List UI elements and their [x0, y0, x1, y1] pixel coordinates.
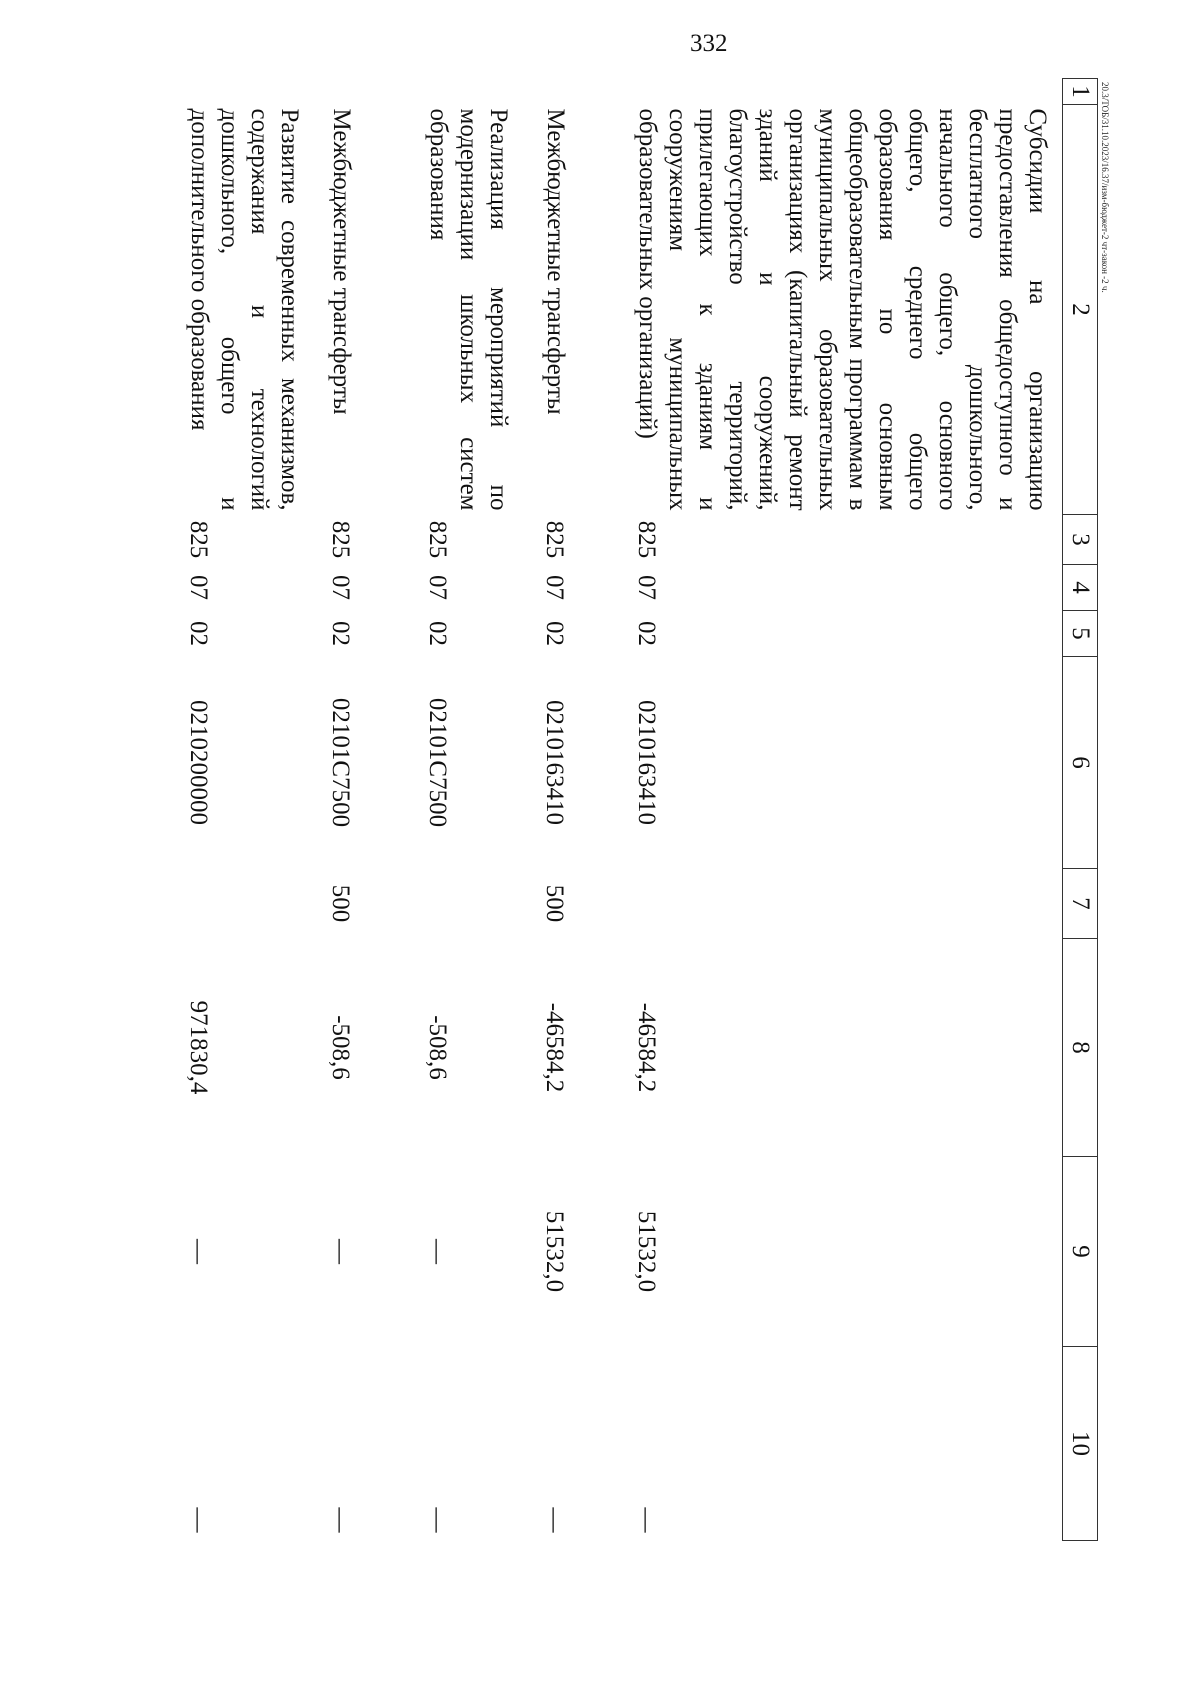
cell-expense-type [182, 869, 324, 939]
page-number: 332 [690, 30, 728, 57]
cell-target-code: 0210200000 [185, 700, 212, 825]
cell-expense-type [421, 869, 538, 939]
header-cell: 5 [1063, 611, 1098, 657]
cell-amount-2: 51532,0 [541, 1210, 568, 1293]
cell-amount-3: — [185, 1507, 212, 1533]
header-cell: 1 [1063, 79, 1098, 105]
cell-grbs: 825 [327, 520, 354, 559]
cell-section: 07 [633, 575, 660, 600]
header-cell: 10 [1063, 1347, 1098, 1541]
cell-expense-type [630, 869, 1063, 939]
cell-amount: -508,6 [327, 1015, 354, 1080]
row-number-cell [324, 79, 421, 105]
cell-subsection: 02 [541, 621, 568, 646]
cell-amount-3: — [633, 1507, 660, 1533]
header-cell: 2 [1063, 105, 1098, 515]
cell-grbs: 825 [541, 520, 568, 559]
row-number-cell [630, 79, 1063, 105]
row-name: Развитие современных механизмов, содержания и технологий дошкольного, общего и дополнительного образования [186, 108, 303, 511]
row-number-cell [182, 79, 324, 105]
cell-target-code: 02101С7500 [424, 697, 451, 828]
cell-expense-type: 500 [327, 884, 354, 923]
cell-target-code: 0210163410 [541, 700, 568, 825]
row-number-cell [421, 79, 538, 105]
table-row [630, 79, 1063, 1541]
table-row [324, 79, 421, 1541]
cell-subsection: 02 [327, 621, 354, 646]
cell-amount: -46584,2 [633, 1002, 660, 1093]
document-footer: 20.3/ТОБ/31.10.2023/16.37/изм-бюджет-2 чт-закон -2 ч. [1100, 82, 1110, 293]
table-row [421, 79, 538, 1541]
header-cell: 4 [1063, 565, 1098, 611]
cell-subsection: 02 [185, 621, 212, 646]
table-row [182, 79, 324, 1541]
cell-section: 07 [185, 575, 212, 600]
cell-grbs: 825 [424, 520, 451, 559]
cell-amount: -508,6 [424, 1015, 451, 1080]
cell-grbs: 825 [185, 520, 212, 559]
row-name: Межбюджетные трансферты [328, 108, 355, 415]
header-cell: 8 [1063, 939, 1098, 1157]
cell-amount-3: — [424, 1507, 451, 1533]
cell-expense-type: 500 [541, 884, 568, 923]
row-name: Субсидии на организацию предоставления общедоступного и бесплатного дошкольного, начального общего, основного общего, среднего общего образования по основным общеобразовательным программам в муниципальных образовательных организациях (капитальный ремонт зданий и сооружений, благоустройство территорий, прилегающих к зданиям и сооружениям муниципальных образовательных организаций) [634, 108, 1051, 511]
header-cell: 9 [1063, 1157, 1098, 1347]
cell-amount-2: — [327, 1239, 354, 1264]
cell-target-code: 0210163410 [633, 700, 660, 825]
header-cell: 7 [1063, 869, 1098, 939]
cell-subsection: 02 [633, 621, 660, 646]
cell-amount-2: 51532,0 [633, 1210, 660, 1293]
row-number-cell [538, 79, 630, 105]
table-row [538, 79, 630, 1541]
cell-amount: -46584,2 [541, 1002, 568, 1093]
cell-subsection: 02 [424, 621, 451, 646]
budget-table-container [178, 78, 1098, 1540]
cell-section: 07 [541, 575, 568, 600]
cell-amount-3: — [327, 1507, 354, 1533]
cell-amount-3: — [541, 1507, 568, 1533]
cell-amount-2: — [424, 1239, 451, 1264]
header-cell: 6 [1063, 657, 1098, 869]
row-name: Реализация мероприятий по модернизации школьных систем образования [425, 108, 512, 511]
cell-grbs: 825 [633, 520, 660, 559]
header-row [1063, 79, 1098, 1541]
cell-section: 07 [327, 575, 354, 600]
row-name: Межбюджетные трансферты [542, 108, 569, 415]
header-cell: 3 [1063, 515, 1098, 565]
cell-amount: 971830,4 [185, 1000, 212, 1095]
cell-amount-2: — [185, 1239, 212, 1264]
budget-table [182, 78, 1098, 1541]
cell-section: 07 [424, 575, 451, 600]
cell-target-code: 02101С7500 [327, 697, 354, 828]
